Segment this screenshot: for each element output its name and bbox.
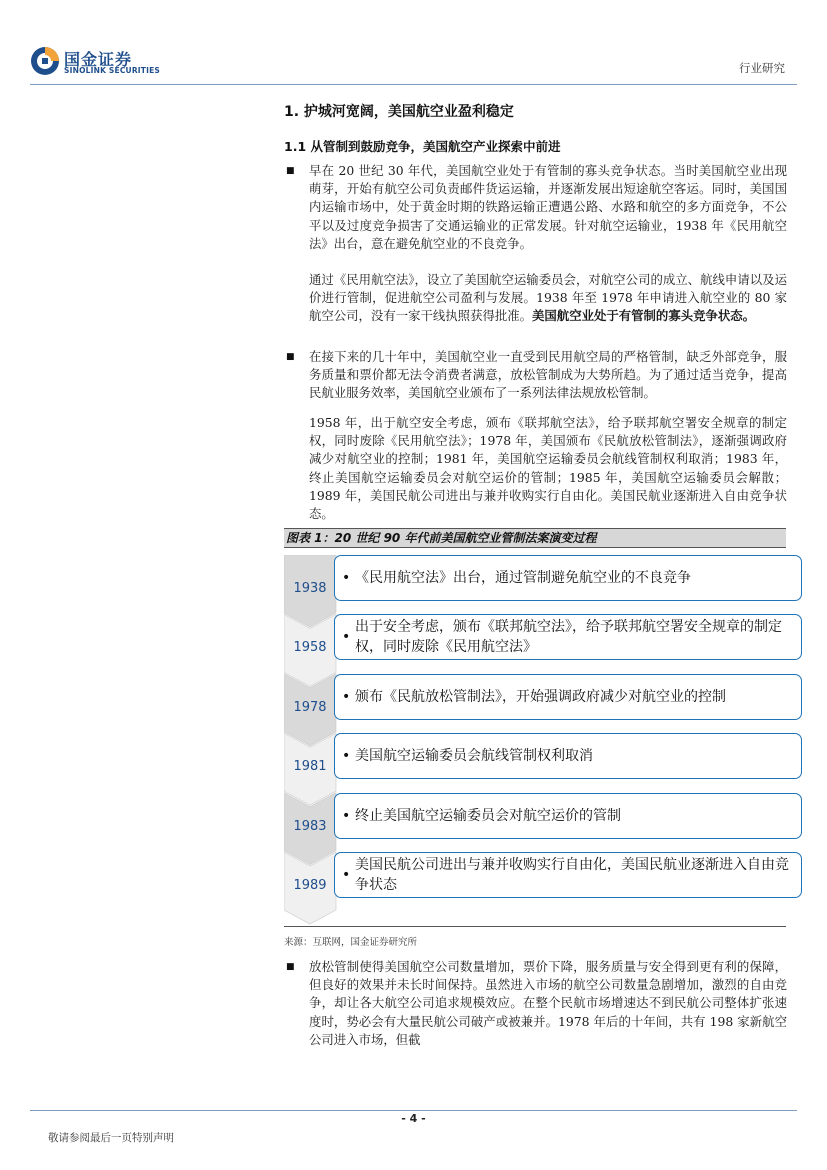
timeline-item [334, 674, 802, 720]
company-logo-english: SINOLINK SECURITIES [64, 66, 161, 75]
paragraph-emphasis: 美国航空业处于有管制的寡头竞争状态。 [532, 308, 756, 324]
paragraph-deregulation-trend: 在接下来的几十年中，美国航空业一直受到民用航空局的严格管制，缺乏外部竞争，服务质量和票价都无法令消费者满意，放松管制成为大势所趋。为了通过适当竞争，提高民航业服务效率，美国航空业颁布了一系列法律法规放松管制。 [309, 349, 787, 401]
figure-title: 图表 1：20 世纪 90 年代前美国航空业管制法案演变过程 [284, 528, 786, 548]
disclaimer-note: 敬请参阅最后一页特别声明 [48, 1132, 174, 1144]
timeline-year: 1989 [293, 878, 327, 893]
timeline-item-text: 颁布《民航放松管制法》，开始强调政府减少对航空业的控制 [355, 688, 726, 705]
company-logo-name: 国金证券 [64, 50, 133, 69]
report-section-label: 行业研究 [739, 61, 785, 75]
footer-divider [30, 1110, 797, 1111]
timeline-chevrons [284, 555, 340, 925]
timeline-item-text: 终止美国航空运输委员会对航空运价的管制 [355, 807, 621, 824]
paragraph-text: 通过《民用航空法》，设立了美国航空运输委员会，对航空公司的成立、航线申请以及运价进行管制，促进航空公司盈利与发展。1938 年至 1978 年申请进入航空业的 80 家航空公司，没有一家干线执照获得批准。 [309, 272, 787, 324]
timeline-item [334, 555, 802, 601]
subsection-heading: 1.1 从管制到鼓励竞争，美国航空产业探索中前进 [284, 139, 561, 154]
bullet-marker: ■ [286, 166, 295, 176]
timeline-item-text: 《民用航空法》出台，通过管制避免航空业的不良竞争 [355, 570, 691, 586]
timeline-item [334, 793, 802, 839]
header-divider [30, 84, 797, 85]
section-heading: 1. 护城河宽阔，美国航空业盈利稳定 [284, 104, 514, 120]
bullet-dot-icon: • [342, 629, 351, 646]
paragraph-deregulation-effects: 放松管制使得美国航空公司数量增加，票价下降，服务质量与安全得到更有利的保障，但良好的效果并未长时间保持。虽然进入市场的航空公司数量急剧增加，激烈的自由竞争，却让各大航空公司追求规模效应。在整个民航市场增速达不到民航公司整体扩张速度时，势必会有大量民航公司破产或被兼并。1978 年后的十年间，共有 198 家新航空公司进入市场，但截 [309, 959, 787, 1047]
bullet-dot-icon: • [342, 807, 351, 824]
bullet-dot-icon: • [342, 570, 351, 586]
figure-source: 来源：互联网，国金证券研究所 [284, 937, 418, 948]
timeline-item-text: 美国民航公司进出与兼并收购实行自由化，美国民航业逐渐进入自由竞争状态 [355, 857, 789, 893]
paragraph-deregulation-timeline: 1958 年，出于航空安全考虑，颁布《联邦航空法》，给予联邦航空署安全规章的制定权，同时废除《民用航空法》；1978 年，美国颁布《民航放松管制法》，逐渐强调政府减少对航空业的控制；1981 年，美国航空运输委员会航线管制权利取消；1983 年，终止美国航空运输委员会对航空运价的管制；1985 年，美国航空运输委员会解散；1989 年，美国民航公司进出与兼并收购实行自由化。美国民航业逐渐进入自由竞争状态。 [309, 415, 787, 522]
paragraph-civil-aeronautics-act [309, 271, 787, 326]
timeline-item [334, 852, 802, 898]
timeline-item [334, 733, 802, 779]
paragraph-regulation-origin: 早在 20 世纪 30 年代，美国航空业处于有管制的寡头竞争状态。当时美国航空业出现萌芽，开始有航空公司负责邮件货运运输，并逐渐发展出短途航空客运。同时，美国国内运输市场中，处于黄金时期的铁路运输正遭遇公路、水路和航空的多方面竞争，不公平以及过度竞争损害了交通运输业的正常发展。针对航空运输业，1938 年《民用航空法》出台，意在避免航空业的不良竞争。 [309, 163, 787, 251]
timeline-item-text: 美国航空运输委员会航线管制权利取消 [355, 748, 593, 765]
timeline-item-text: 出于安全考虑，颁布《联邦航空法》，给予联邦航空署安全规章的制定权，同时废除《民用航空法》 [355, 619, 782, 656]
bullet-marker: ■ [286, 352, 295, 362]
figure-bottom-rule [284, 926, 786, 927]
timeline-year: 1978 [293, 699, 327, 715]
bullet-dot-icon: • [342, 748, 351, 765]
timeline-year: 1981 [293, 759, 327, 775]
timeline-year: 1983 [293, 818, 327, 834]
bullet-dot-icon: • [342, 867, 351, 883]
company-logo-icon [30, 46, 60, 76]
bullet-dot-icon: • [342, 688, 351, 705]
timeline-year: 1938 [293, 581, 327, 596]
page-number: - 4 - [401, 1112, 426, 1125]
timeline-item [334, 614, 802, 660]
bullet-marker: ■ [286, 962, 295, 972]
timeline-year: 1958 [293, 640, 327, 656]
